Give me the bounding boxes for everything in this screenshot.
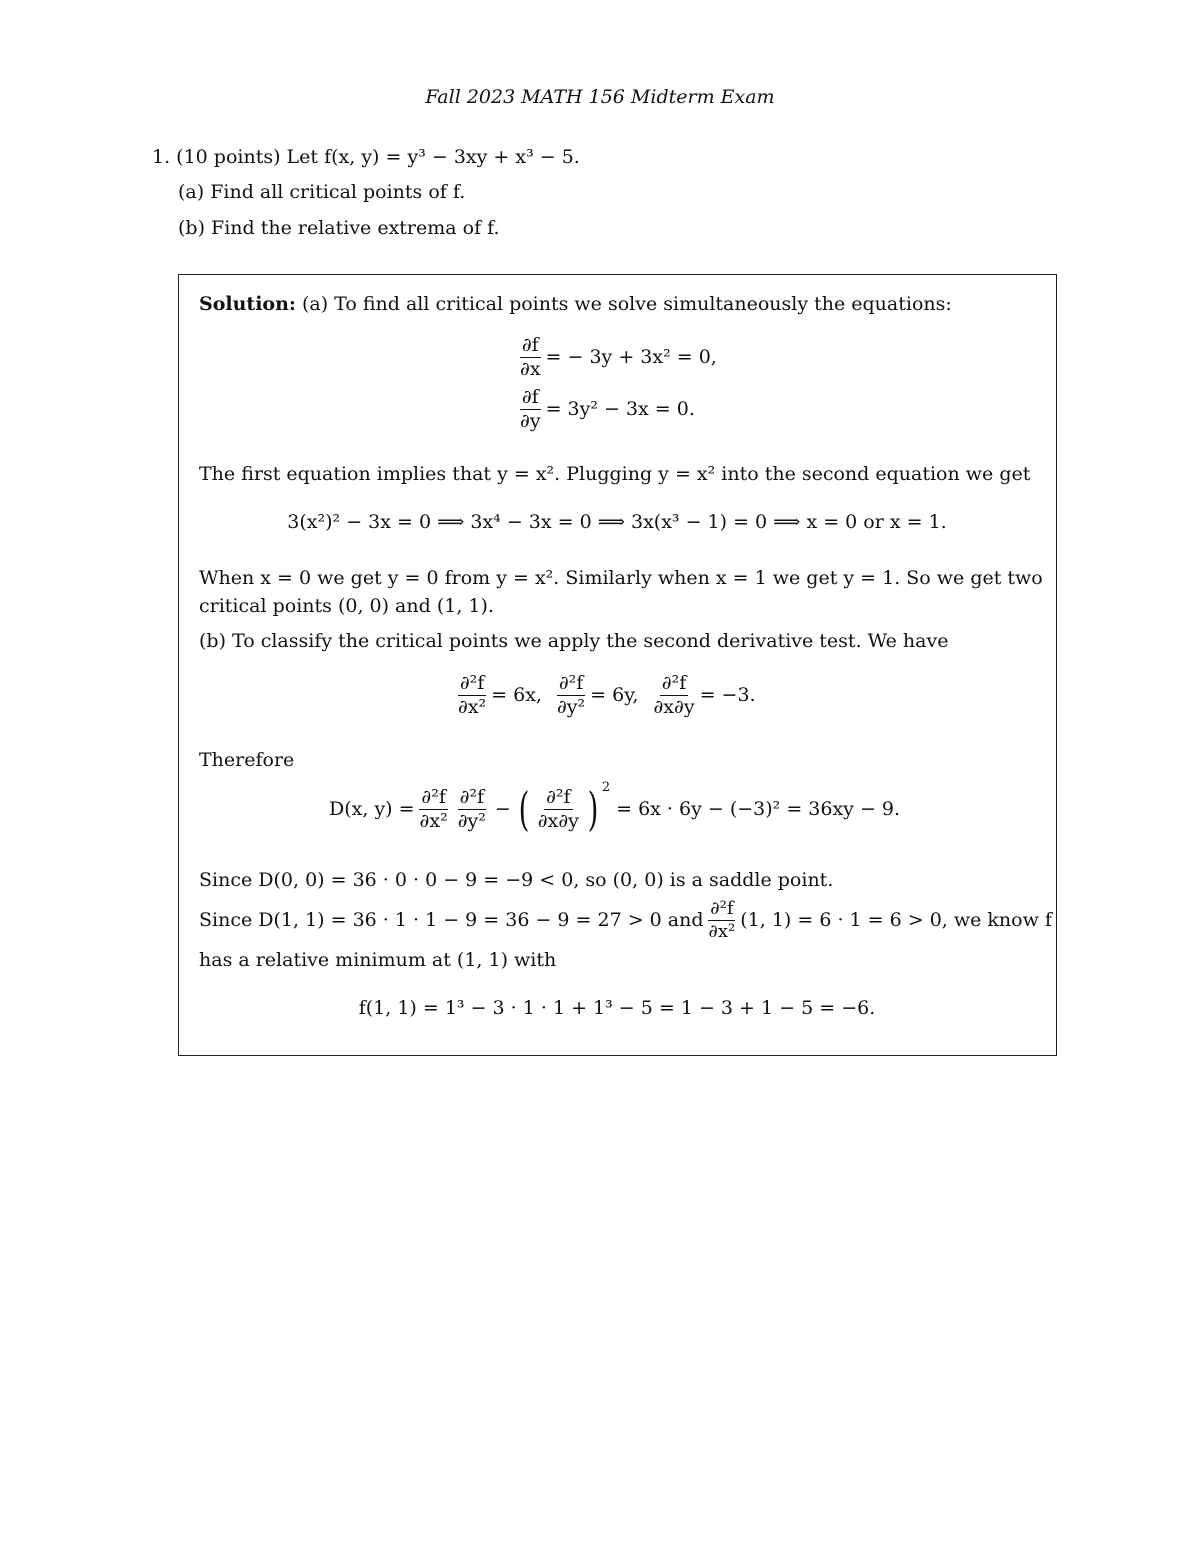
second-derivatives: $\frac{\text{∂²f}}{\text{∂x²}}$ = 6x, $\frac{\text{∂²f}}{\text{∂y²}}$ = 6y, $\frac{\text{∂²f}}{\partial x\partial y}$ = −3. [458, 672, 756, 718]
fraction-disc-c: $\frac{\text{∂²f}}{\partial x\partial y}$ [537, 786, 579, 832]
final-value: f(1, 1) = 1³ − 3 · 1 · 1 + 1³ − 5 = 1 − 3 + 1 − 5 = −6. [358, 997, 876, 1019]
fraction-fyy: $\frac{\text{∂²f}}{\text{∂y²}}$ [556, 672, 586, 718]
equation-fy: $\frac{\partial f}{\partial y}$ = 3y² − 3x = 0. [520, 386, 695, 432]
fraction-df-dx: $\frac{\partial f}{\partial x}$ [520, 334, 541, 380]
saddle-line: Since D(0, 0) = 36 · 0 · 0 − 9 = −9 < 0, so (0, 0) is a saddle point. [199, 869, 834, 891]
problem-part-b: (b) Find the relative extrema of f. [178, 217, 500, 239]
fraction-fxx: $\frac{\text{∂²f}}{\text{∂x²}}$ [458, 672, 487, 718]
when-line-2: critical points (0, 0) and (1, 1). [199, 595, 494, 617]
right-paren: ) [587, 781, 599, 836]
solution-label: Solution: [199, 293, 296, 315]
minimum-line-2: has a relative minimum at (1, 1) with [199, 949, 557, 971]
solution-intro: (a) To find all critical points we solve simultaneously the equations: [301, 293, 952, 315]
fraction-fxy: $\frac{\text{∂²f}}{\partial x\partial y}$ [653, 672, 695, 718]
problem-statement: 1. (10 points) Let f(x, y) = y³ − 3xy + x³ − 5. [152, 146, 580, 168]
first-equation-line: The first equation implies that y = x². Plugging y = x² into the second equation we get [199, 463, 1031, 485]
square-exponent: 2 [601, 779, 611, 795]
equation-fx: $\frac{\partial f}{\partial x}$ = − 3y + 3x² = 0, [520, 334, 717, 380]
minimum-line-1: Since D(1, 1) = 36 · 1 · 1 − 9 = 36 − 9 = 27 > 0 and $\frac{\text{∂²f}}{\text{∂x²}}$ (1, 1) = 6 · 1 = 6 > 0, we know f [199, 898, 1052, 942]
solution-intro-line [199, 293, 952, 316]
fraction-df-dy: $\frac{\partial f}{\partial y}$ [520, 386, 541, 432]
fraction-fxx-inline: $\frac{\text{∂²f}}{\text{∂x²}}$ [708, 898, 736, 942]
discriminant-equation: D(x, y) = $\frac{\text{∂²f}}{\text{∂x²}}$ $\frac{\text{∂²f}}{\text{∂y²}}$ − ( $\frac{\text{∂²f}}{\partial x\partial y}$ ) 2 = 6x · 6y − (−3)² = 36xy − 9. [329, 779, 901, 836]
exam-title: Fall 2023 MATH 156 Midterm Exam [425, 86, 775, 108]
therefore-word: Therefore [199, 749, 295, 771]
implication-chain: 3(x²)² − 3x = 0 ⟹ 3x⁴ − 3x = 0 ⟹ 3x(x³ − 1) = 0 ⟹ x = 0 or x = 1. [287, 511, 947, 533]
left-paren: ( [518, 781, 530, 836]
solution-box [178, 274, 1057, 1056]
fraction-disc-a: $\frac{\text{∂²f}}{\text{∂x²}}$ [419, 786, 448, 832]
problem-part-a: (a) Find all critical points of f. [178, 181, 466, 203]
part-b-intro: (b) To classify the critical points we apply the second derivative test. We have [199, 630, 949, 652]
fraction-disc-b: $\frac{\text{∂²f}}{\text{∂y²}}$ [457, 786, 486, 832]
when-line-1: When x = 0 we get y = 0 from y = x². Similarly when x = 1 we get y = 1. So we get two [199, 567, 1043, 589]
